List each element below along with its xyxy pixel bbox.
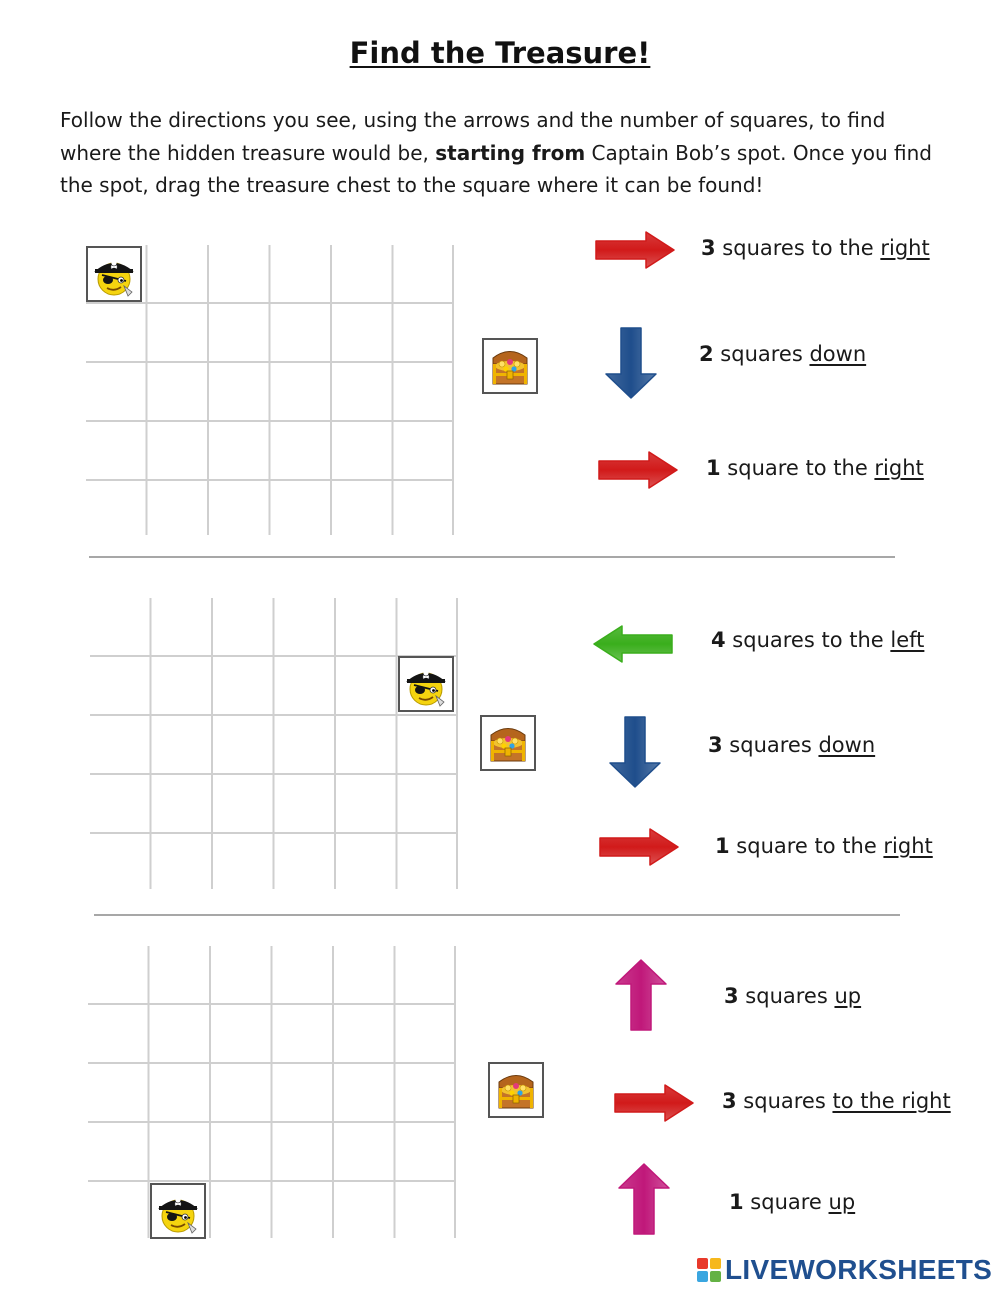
arrow-right-icon — [613, 1083, 695, 1127]
chest-body — [486, 342, 534, 390]
step-count: 2 — [699, 342, 714, 366]
step-direction: right — [883, 834, 933, 858]
step-2-1 — [711, 628, 924, 652]
intro-text-1: Follow the directions you see, using the arrows and the number of squares, to find where the hidden treasure would be, — [60, 108, 886, 165]
step-text: square to the — [729, 834, 884, 858]
intro-text-2: Captain Bob’s spot. Once you find the spot, drag the treasure chest to the square where it can be found! — [60, 140, 932, 197]
step-direction: up — [834, 984, 862, 1008]
step-count: 4 — [711, 628, 726, 652]
pirate-captain-icon — [150, 1183, 206, 1239]
step-1-1 — [701, 236, 930, 260]
step-direction: left — [890, 628, 925, 652]
chest-body — [484, 719, 532, 767]
pirate-face — [90, 250, 138, 298]
arrow-down-icon — [604, 326, 658, 404]
step-text: squares — [722, 733, 819, 757]
liveworksheets-logo — [697, 1253, 992, 1287]
step-direction: to the right — [832, 1089, 951, 1113]
arrow-right-icon — [598, 827, 680, 871]
step-3-1 — [724, 984, 861, 1008]
pirate-captain-icon — [398, 656, 454, 712]
arrow-up-icon — [614, 958, 668, 1036]
liveworksheets-wordmark: LIVEWORKSHEETS — [725, 1254, 993, 1285]
arrow-down-icon — [608, 715, 662, 793]
chest-body — [492, 1066, 540, 1114]
step-count: 1 — [706, 456, 721, 480]
step-3-3 — [729, 1190, 855, 1214]
step-2-3 — [715, 834, 933, 858]
step-count: 3 — [722, 1089, 737, 1113]
step-3-2 — [722, 1089, 951, 1113]
arrow-up-icon — [617, 1162, 671, 1240]
liveworksheets-mark-icon — [697, 1258, 721, 1282]
treasure-chest-icon[interactable] — [480, 715, 536, 771]
treasure-chest-icon[interactable] — [488, 1062, 544, 1118]
step-count: 3 — [708, 733, 723, 757]
step-text: squares to the — [715, 236, 881, 260]
step-count: 3 — [724, 984, 739, 1008]
step-1-3 — [706, 456, 924, 480]
step-direction: down — [818, 733, 876, 757]
step-1-2 — [699, 342, 866, 366]
step-direction: right — [874, 456, 924, 480]
arrow-left-icon — [592, 624, 674, 668]
grid-puzzle-3[interactable] — [88, 946, 456, 1238]
step-text: squares — [736, 1089, 833, 1113]
step-text: square — [743, 1190, 829, 1214]
arrow-right-icon — [594, 230, 676, 274]
pirate-captain-icon — [86, 246, 142, 302]
step-direction: down — [809, 342, 867, 366]
grid-puzzle-2[interactable] — [90, 598, 458, 889]
step-direction: up — [828, 1190, 856, 1214]
pirate-face — [154, 1187, 202, 1235]
step-count: 1 — [729, 1190, 744, 1214]
step-direction: right — [880, 236, 930, 260]
section-divider — [94, 914, 900, 916]
section-divider — [89, 556, 895, 558]
step-text: squares to the — [725, 628, 891, 652]
step-count: 1 — [715, 834, 730, 858]
arrow-right-icon — [597, 450, 679, 494]
step-2-2 — [708, 733, 875, 757]
page-title: Find the Treasure! — [349, 36, 651, 70]
step-text: squares — [713, 342, 810, 366]
instructions-paragraph — [60, 104, 940, 202]
step-text: squares — [738, 984, 835, 1008]
treasure-chest-icon[interactable] — [482, 338, 538, 394]
step-count: 3 — [701, 236, 716, 260]
intro-bold-text: starting from — [435, 140, 586, 165]
pirate-face — [402, 660, 450, 708]
step-text: square to the — [720, 456, 875, 480]
